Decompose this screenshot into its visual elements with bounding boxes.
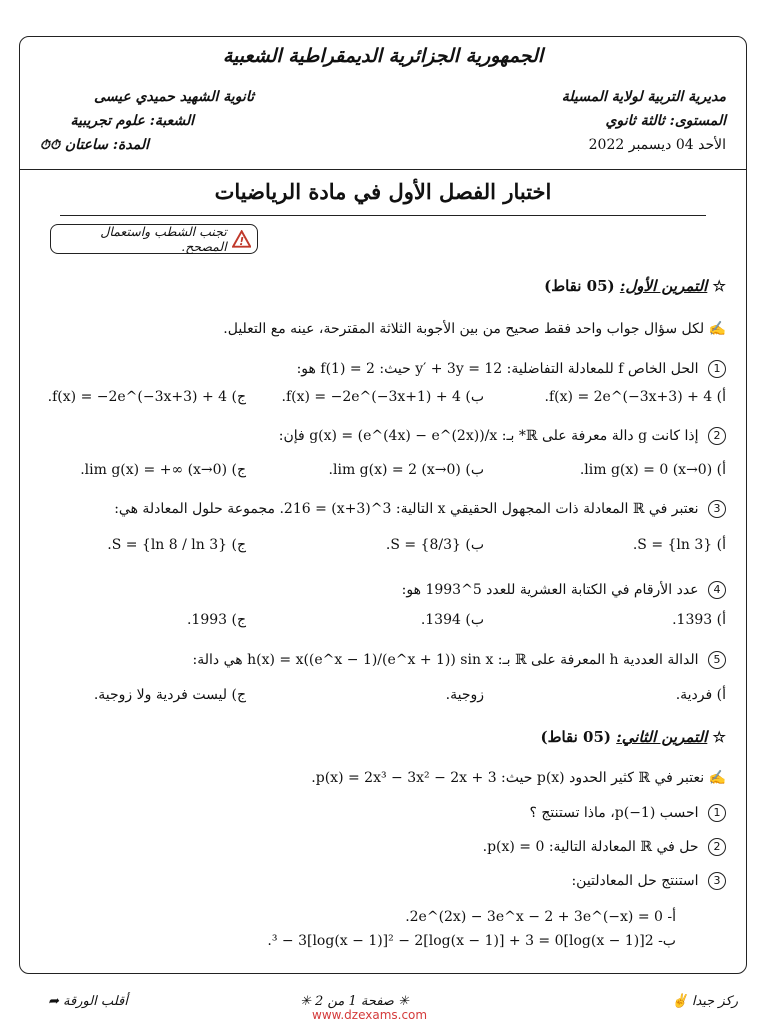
warning-triangle-icon [232, 230, 251, 248]
exercise2-intro [311, 770, 726, 786]
question-3 [114, 500, 726, 518]
exercise1-title: التمرين الأول: [619, 277, 708, 295]
school-label: ثانوية الشهيد حميدي عيسى [93, 89, 254, 105]
question-number: 2 [708, 838, 726, 856]
question-number: 3 [708, 872, 726, 890]
ex2-question-3-text: استنتج حل المعادلتين: [571, 873, 699, 889]
question-number: 4 [708, 581, 726, 599]
asterisk-icon: ✳ [300, 994, 311, 1009]
pencil-icon: ✍ [708, 770, 726, 786]
exercise2-title: التمرين الثاني: [616, 728, 708, 746]
q2-option-c: ج) lim g(x) = +∞ (x→0). [80, 462, 246, 478]
q5-option-b: زوجية. [445, 687, 484, 703]
exam-sheet [19, 36, 747, 974]
turn-page-text: أقلب الورقة [63, 994, 128, 1009]
question-2 [279, 427, 726, 445]
question-1-text: الحل الخاص f للمعادلة التفاضلية: y′ + 3y = 12 حيث: f(1) = 2 هو: [296, 361, 699, 377]
ex2-question-2-text: حل في ℝ المعادلة التالية: p(x) = 0. [482, 839, 699, 855]
pencil-icon: ✍ [708, 321, 726, 337]
q2-option-b: ب) lim g(x) = 2 (x→0). [328, 462, 484, 478]
question-number: 3 [708, 500, 726, 518]
ex2-question-3 [571, 872, 726, 890]
q1-option-a: أ) f(x) = 2e^(−3x+3) + 4. [544, 389, 726, 405]
q4-option-a: أ) 1393. [672, 612, 726, 628]
q4-option-b: ب) 1394. [420, 612, 484, 628]
branch-label: الشعبة: علوم تجريبية [70, 113, 194, 129]
date-label: الأحد 04 ديسمبر 2022 [588, 137, 726, 153]
question-4-text: عدد الأرقام في الكتابة العشرية للعدد 5^1993 هو: [401, 582, 699, 598]
ex2-question-1 [529, 804, 726, 822]
question-number: 1 [708, 360, 726, 378]
republic-title: الجمهورية الجزائرية الديمقراطية الشعبية [222, 45, 544, 67]
svg-text:!: ! [238, 234, 244, 248]
exercise2-points: (05 نقاط) [540, 728, 611, 746]
q2-option-a: أ) lim g(x) = 0 (x→0). [579, 462, 726, 478]
stopwatch-icon: ⏱⏱ [39, 138, 61, 153]
watermark: www.dzexams.com [312, 1008, 428, 1022]
ex2-question-1-text: احسب p(−1)، ماذا تستنتج ؟ [529, 805, 699, 821]
exercise1-heading [544, 277, 726, 295]
warning-text: تجنب الشطب واستعمال المصحح. [100, 224, 227, 254]
page-indicator [300, 994, 409, 1009]
exam-title: اختبار الفصل الأول في مادة الرياضيات [214, 179, 552, 204]
equation-a: أ- 2e^(2x) − 3e^x − 2 + 3e^(−x) = 0. [405, 909, 676, 925]
exercise1-intro-text: لكل سؤال جواب واحد فقط صحيح من بين الأجوبة الثلاثة المقترحة، عينه مع التعليل. [223, 321, 705, 337]
question-2-text: إذا كانت g دالة معرفة على ℝ* بـ: g(x) = (e^(4x) − e^(2x))/x فإن: [278, 428, 699, 444]
q5-option-c: ج) ليست فردية ولا زوجية. [93, 687, 246, 703]
question-4 [402, 581, 726, 599]
question-1 [297, 360, 726, 378]
q5-option-a: أ) فردية. [675, 687, 726, 703]
ex2-question-2 [483, 838, 726, 856]
question-5-text: الدالة العددية h المعرفة على ℝ بـ: h(x) = x((e^x − 1)/(e^x + 1)) sin x هي دالة: [192, 652, 699, 668]
question-5 [193, 651, 726, 669]
focus-label [672, 994, 739, 1009]
q3-option-c: ج) S = {ln 8 / ln 3}. [107, 537, 246, 553]
question-3-text: نعتبر في ℝ المعادلة ذات المجهول الحقيقي x التالية: 3^(x+3) = 216. مجموعة حلول المعادلة هي: [114, 501, 699, 517]
level-label: المستوى: ثالثة ثانوي [605, 113, 726, 129]
q3-option-a: أ) S = {ln 3}. [632, 537, 726, 553]
star-icon: ☆ [712, 277, 726, 295]
focus-text: ركز جيدا [691, 994, 738, 1009]
duration-text: المدة: ساعتان [64, 137, 149, 153]
star-icon: ☆ [712, 728, 726, 746]
exercise2-intro-text: نعتبر في ℝ كثير الحدود p(x) حيث: p(x) = 2x³ − 3x² − 2x + 3. [311, 770, 705, 786]
q1-option-c: ج) f(x) = −2e^(−3x+3) + 4. [47, 389, 246, 405]
equation-b: ب- 2[log(x − 1)]³ − 3[log(x − 1)]² − 2[log(x − 1)] + 3 = 0. [267, 933, 676, 949]
question-number: 5 [708, 651, 726, 669]
exercise1-intro [223, 321, 726, 337]
question-number: 2 [708, 427, 726, 445]
q3-option-b: ب) S = {8/3}. [385, 537, 484, 553]
duration-label [40, 137, 149, 153]
header-divider [20, 169, 746, 170]
warning-box [50, 224, 258, 254]
asterisk-icon: ✳ [397, 994, 409, 1009]
turn-page-label [48, 994, 128, 1009]
q4-option-c: ج) 1993. [186, 612, 246, 628]
question-number: 1 [708, 804, 726, 822]
q1-option-b: ب) f(x) = −2e^(−3x+1) + 4. [281, 389, 484, 405]
page-text: صفحة 1 من 2 [315, 994, 394, 1009]
directorate-label: مديرية التربية لولاية المسيلة [561, 89, 726, 105]
title-underline [60, 215, 706, 216]
exercise1-points: (05 نقاط) [544, 277, 615, 295]
arrow-right-icon: ➦ [48, 994, 59, 1009]
exercise2-heading [540, 728, 726, 746]
hand-icon: ✌ [671, 994, 688, 1009]
